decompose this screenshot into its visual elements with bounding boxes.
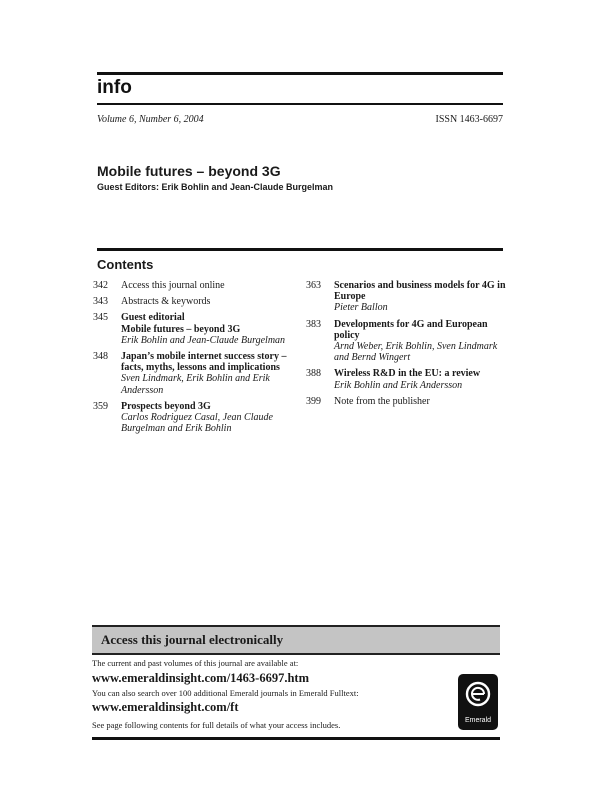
contents-heading: Contents [97, 257, 154, 272]
entry-title: Guest editorial [121, 312, 185, 324]
page-number: 363 [306, 280, 321, 291]
toc-entry[interactable] [93, 280, 305, 291]
header-rule [97, 103, 503, 105]
emerald-e-icon [458, 676, 498, 716]
entry-title: Developments for 4G and European policy [334, 318, 488, 341]
entry-text: Access this journal online [121, 280, 225, 291]
toc-entry[interactable] [306, 280, 506, 314]
entry-title: Prospects beyond 3G [121, 400, 211, 412]
access-bar-label: Access this journal electronically [101, 632, 284, 647]
page-number: 388 [306, 368, 321, 380]
contents-rule [97, 248, 503, 251]
issue-title: Mobile futures – beyond 3G [97, 163, 281, 179]
access-bar [92, 625, 500, 655]
page-number: 345 [93, 312, 108, 324]
entry-authors: Arnd Weber, Erik Bohlin, Sven Lindmark and Bernd Wingert [334, 341, 498, 364]
entry-title: Scenarios and business models for 4G in Europe [334, 280, 506, 303]
entry-title: Wireless R&D in the EU: a review [334, 368, 481, 380]
toc-entry[interactable] [93, 351, 305, 396]
toc-entry[interactable] [306, 319, 506, 364]
bottom-rule [92, 737, 500, 740]
toc-entry[interactable] [93, 296, 305, 307]
entry-authors: Carlos Rodriguez Casal, Jean Claude Burgelman and Erik Bohlin [121, 412, 273, 435]
page-number: 343 [93, 296, 108, 308]
top-rule [97, 72, 503, 75]
issn: ISSN 1463-6697 [435, 114, 503, 125]
page-number: 399 [306, 395, 321, 407]
entry-authors: Erik Bohlin and Jean-Claude Burgelman [121, 334, 286, 346]
toc-entry[interactable] [93, 312, 305, 346]
page-number: 342 [93, 280, 108, 291]
page-number: 359 [93, 400, 108, 412]
entry-authors: Sven Lindmark, Erik Bohlin and Erik Andersson [121, 373, 270, 396]
journal-title: info [97, 77, 132, 98]
access-line-2: You can also search over 100 additional Emerald journals in Emerald Fulltext: [92, 688, 359, 698]
emerald-logo-label: Emerald [464, 717, 492, 724]
toc-entry[interactable] [306, 368, 506, 390]
access-line-3: See page following contents for full details of what your access includes. [92, 720, 341, 730]
contents-right-column [306, 280, 506, 412]
fulltext-url-link[interactable]: www.emeraldinsight.com/ft [92, 700, 239, 714]
entry-subtitle: Mobile futures – beyond 3G [121, 323, 241, 335]
emerald-logo [458, 674, 498, 730]
toc-entry[interactable] [306, 396, 506, 407]
entry-authors: Pieter Ballon [334, 302, 388, 314]
toc-entry[interactable] [93, 401, 305, 435]
access-line-1: The current and past volumes of this journal are available at: [92, 658, 299, 668]
page-number: 383 [306, 318, 321, 330]
journal-url-link[interactable]: www.emeraldinsight.com/1463-6697.htm [92, 671, 309, 685]
entry-text: Abstracts & keywords [121, 296, 211, 308]
page-number: 348 [93, 351, 108, 363]
volume-line: Volume 6, Number 6, 2004 [97, 114, 204, 125]
contents-left-column [93, 280, 305, 439]
entry-authors: Erik Bohlin and Erik Andersson [334, 379, 463, 391]
entry-title: Japan’s mobile internet success story – facts, myths, lessons and implications [121, 351, 287, 374]
entry-text: Note from the publisher [334, 395, 430, 407]
guest-editors: Guest Editors: Erik Bohlin and Jean-Claude Burgelman [97, 182, 334, 192]
